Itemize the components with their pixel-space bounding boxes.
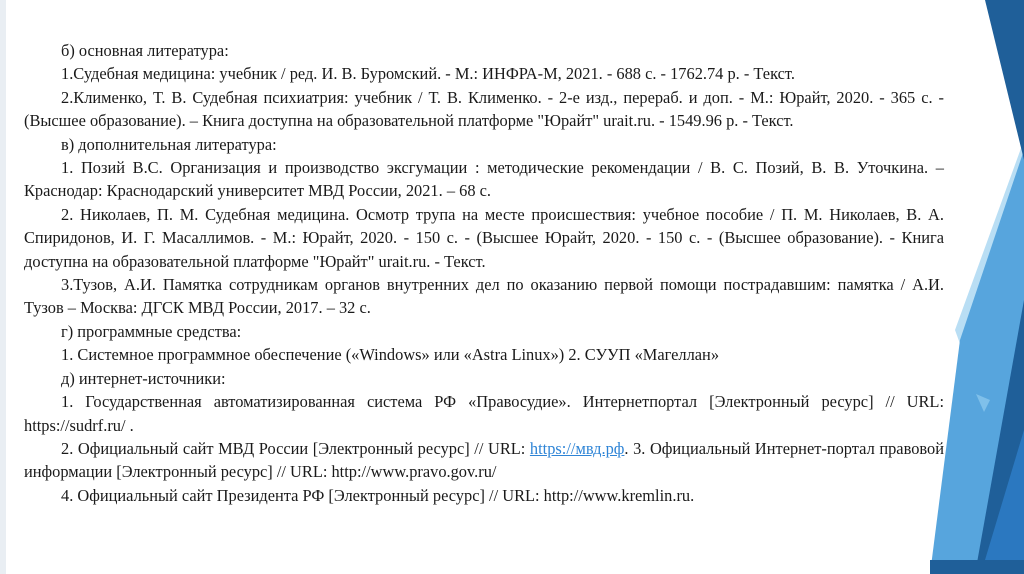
bottom-strip (930, 560, 1024, 574)
internet-source-item-1: 1. Государственная автоматизированная система РФ «Правосудие». Интернетпортал [Электронный ресурс] // URL: https://sudrf.ru/ . (24, 392, 944, 435)
main-literature-item-2: 2.Клименко, Т. В. Судебная психиатрия: учебник / Т. В. Клименко. - 2-е изд., перераб. и доп. - М.: Юрайт, 2020. - 365 с. - (Высшее образование). – Книга доступна на образовательной платформе "Юрайт" urait.ru. - 1549.96 р. - Текст. (24, 87, 944, 131)
literature-list (24, 39, 944, 507)
internet-source-item-3: 4. Официальный сайт Президента РФ [Электронный ресурс] // URL: http://www.kremlin.ru. (61, 485, 695, 505)
internet-source-item-2-suffix: . 3. Официальный Интернет-портал правовой информации [Электронный ресурс] // URL: http://www.pravo.gov.ru/ (24, 438, 944, 482)
right-wedge-dark (985, 0, 1024, 160)
main-literature-heading: б) основная литература: (61, 41, 229, 60)
internet-source-item-2 (24, 437, 944, 484)
extra-literature-item-2: 2. Николаев, П. М. Судебная медицина. Осмотр трупа на месте происшествия: учебное пособие / П. М. Николаев, В. А. Спиридонов, И. Г. Масаллимов. - М.: Юрайт, 2020. - 150 с. - (Высшее Юрайт, 2020. - 150 с. - (Высшее образование). - Книга доступна на образовательной платформе "Юрайт" urait.ru. - Текст. (24, 204, 944, 271)
extra-literature-item-3: 3.Тузов, А.И. Памятка сотрудникам органов внутренних дел по оказанию первой помощи пострадавшим: памятка / А.И. Тузов – Москва: ДГСК МВД России, 2017. – 32 с. (24, 275, 944, 318)
internet-sources-heading: д) интернет-источники: (61, 368, 226, 388)
extra-literature-item-1: 1. Позий В.С. Организация и производство эксгумации : методические рекомендации / В. С. Позий, В. В. Уточкина. – Краснодар: Краснодарский университет МВД России, 2021. – 68 с. (24, 158, 944, 201)
software-heading: г) программные средства: (61, 321, 242, 341)
left-accent-shape (0, 0, 6, 574)
mvd-link[interactable]: https://мвд.рф (529, 438, 625, 458)
internet-source-item-2-prefix: 2. Официальный сайт МВД России [Электронный ресурс] // URL: (61, 438, 530, 458)
extra-literature-heading: в) дополнительная литература: (61, 134, 277, 154)
software-item: 1. Системное программное обеспечение («Windows» или «Astra Linux») 2. СУУП «Магеллан» (61, 345, 720, 365)
main-literature-item-1: 1.Судебная медицина: учебник / ред. И. В. Буромский. - М.: ИНФРА-М, 2021. - 688 с. - 1762.74 р. - Текст. (61, 64, 795, 84)
